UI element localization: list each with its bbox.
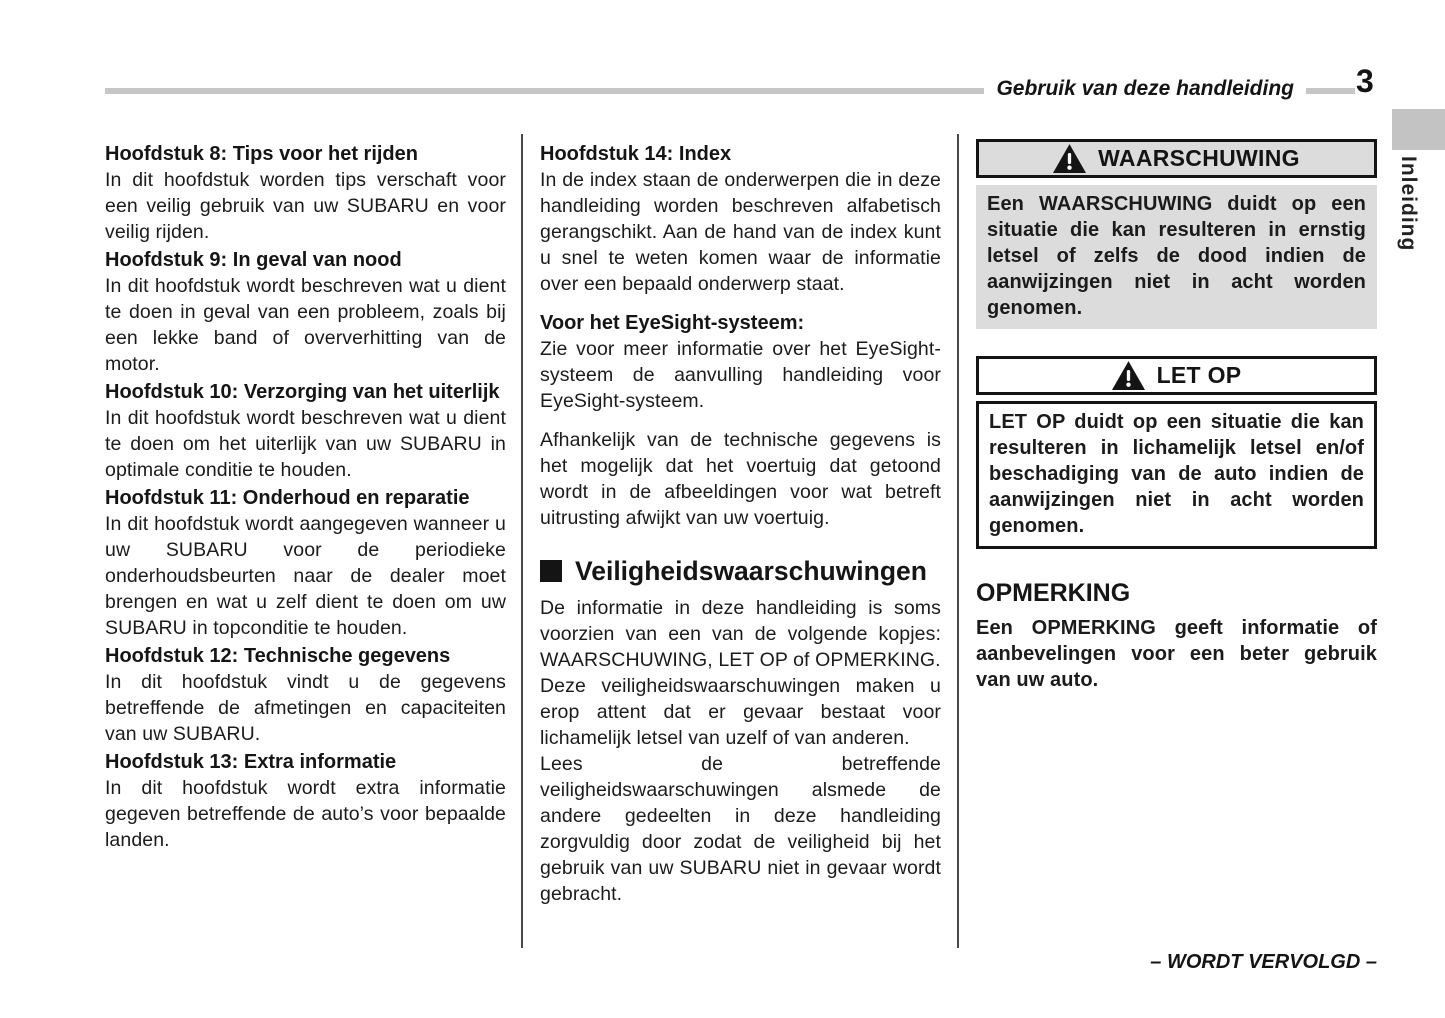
chapter-heading: Hoofdstuk 13: Extra informatie (105, 751, 397, 773)
chapter-tab-marker (1392, 109, 1445, 150)
chapter-section (105, 379, 506, 483)
warning-triangle-icon (1053, 144, 1086, 173)
chapter-body: In dit hoofdstuk wordt extra informatie gegeven betreffende de auto’s voor bepaalde landen. (105, 777, 506, 851)
eyesight-section (540, 310, 941, 414)
chapter-heading: Hoofdstuk 14: Index (540, 143, 732, 165)
chapter-heading: Hoofdstuk 11: Onderhoud en reparatie (105, 487, 470, 509)
column-divider (957, 134, 959, 948)
safety-section-title (540, 556, 941, 586)
chapter-section (105, 643, 506, 747)
chapter-section (105, 749, 506, 853)
chapter-body: In dit hoofdstuk wordt beschreven wat u dient te doen in geval van een probleem, zoals bij een lekke band of oververhitting van de motor. (105, 275, 506, 375)
chapter-heading: Hoofdstuk 12: Technische gegevens (105, 645, 451, 667)
warning-box-text: Een WAARSCHUWING duidt op een situatie die kan resulteren in ernstig letsel of zelfs de dood indien de aanwijzingen niet in acht worden genomen. (987, 193, 1366, 319)
continued-label: – WORDT VERVOLGD – (1150, 951, 1377, 973)
warning-box-body (976, 185, 1377, 329)
caution-box-header (976, 356, 1377, 395)
black-square-icon (540, 560, 562, 582)
warning-triangle-icon (1112, 361, 1145, 390)
safety-paragraph: De informatie in deze handleiding is soms voorzien van een van de volgende kopjes: WAARSCHUWING, LET OP of OPMERKING. (540, 597, 941, 671)
chapter-section (105, 247, 506, 377)
caution-box-text: LET OP duidt op een situatie die kan resulteren in lichamelijk letsel en/of beschadiging van de auto indien de aanwijzingen niet in acht worden genomen. (989, 411, 1364, 537)
note-title: OPMERKING (976, 579, 1131, 607)
chapter-heading: Hoofdstuk 9: In geval van nood (105, 249, 402, 271)
warning-box-title: WAARSCHUWING (1098, 145, 1300, 171)
eyesight-heading: Voor het EyeSight-systeem: (540, 312, 805, 334)
caution-box-body (976, 401, 1377, 549)
chapter-body: In de index staan de onderwerpen die in deze handleiding worden beschreven alfabetisch gerangschikt. Aan de hand van de index kunt u snel te weten komen waar de informatie over een bepaald onderwerp staat. (540, 169, 941, 295)
chapter-body: In dit hoofdstuk vindt u de gegevens betreffende de afmetingen en capaciteiten van uw SUBARU. (105, 671, 506, 745)
chapter-tab-label: Inleiding (1397, 156, 1420, 252)
column-1 (105, 139, 506, 853)
note-body: Een OPMERKING geeft informatie of aanbevelingen voor een beter gebruik van uw auto. (976, 617, 1377, 691)
caution-box-title: LET OP (1156, 362, 1242, 388)
chapter-heading: Hoofdstuk 8: Tips voor het rijden (105, 143, 418, 165)
column-2 (540, 139, 941, 907)
chapter-body: In dit hoofdstuk wordt aangegeven wanneer u uw SUBARU voor de periodieke onderhoudsbeurten naar de dealer moet brengen en wat u zelf dient te doen om uw SUBARU in topconditie te houden. (105, 513, 506, 639)
column-3 (976, 139, 1377, 693)
page-number: 3 (1356, 63, 1374, 99)
chapter-body: In dit hoofdstuk worden tips verschaft voor een veilig gebruik van uw SUBARU en voor veilig rijden. (105, 169, 506, 243)
chapter-heading: Hoofdstuk 10: Verzorging van het uiterlijk (105, 381, 500, 403)
header-title: Gebruik van deze handleiding (984, 74, 1306, 104)
safety-paragraph: Deze veiligheidswaarschuwingen maken u erop attent dat er gevaar bestaat voor lichamelijk letsel van uzelf of van anderen. (540, 675, 941, 749)
equipment-note: Afhankelijk van de technische gegevens is het mogelijk dat het voertuig dat getoond wordt in de afbeeldingen voor wat betreft uitrusting afwijkt van uw voertuig. (540, 429, 941, 529)
safety-paragraph: Lees de betreffende veiligheidswaarschuwingen alsmede de andere gedeelten in deze handleiding zorgvuldig door zodat de veiligheid bij het gebruik van uw SUBARU niet in gevaar wordt gebracht. (540, 753, 941, 905)
chapter-section (105, 141, 506, 245)
eyesight-body: Zie voor meer informatie over het EyeSight-systeem de aanvulling handleiding voor EyeSight-systeem. (540, 338, 941, 412)
chapter-section (105, 485, 506, 641)
safety-section-title-text: Veiligheidswaarschuwingen (575, 556, 927, 586)
chapter-section (540, 141, 941, 297)
warning-box-header (976, 139, 1377, 178)
chapter-body: In dit hoofdstuk wordt beschreven wat u dient te doen om het uiterlijk van uw SUBARU in optimale conditie te houden. (105, 407, 506, 481)
column-divider (521, 134, 523, 948)
